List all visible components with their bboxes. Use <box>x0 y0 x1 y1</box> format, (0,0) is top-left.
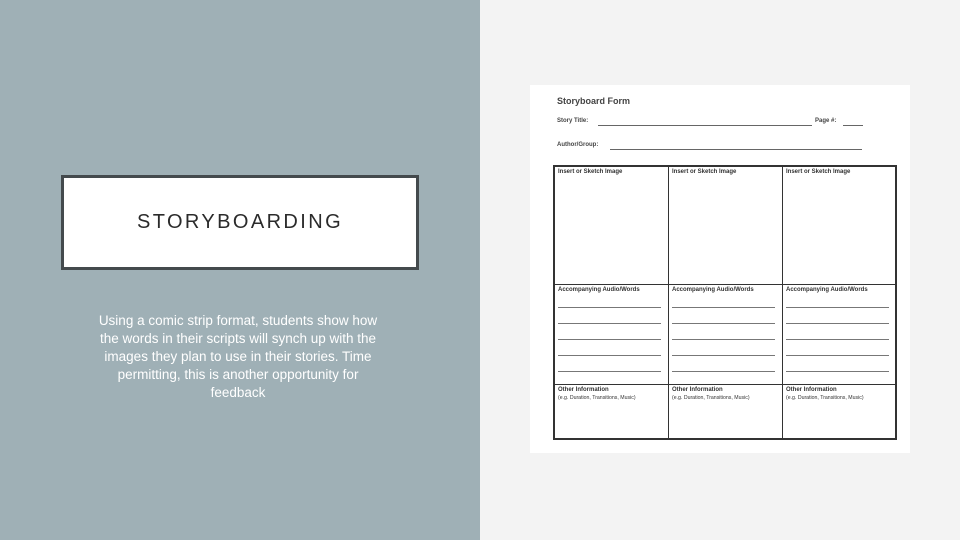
write-line <box>672 323 775 324</box>
write-line <box>786 339 889 340</box>
slide-body-text: Using a comic strip format, students show how the words in their scripts will synch up with the images they plan to use in their stories. Time permitting, this is another opportunity for feedback <box>98 313 378 400</box>
form-title: Storyboard Form <box>557 96 631 106</box>
story-title-label: Story Title: <box>557 118 589 124</box>
image-cell-label: Insert or Sketch Image <box>672 169 737 175</box>
author-line <box>610 149 862 150</box>
story-title-line <box>598 125 812 126</box>
author-label: Author/Group: <box>557 142 599 148</box>
storyboard-form-image <box>530 85 910 453</box>
write-line <box>672 307 775 308</box>
grid-divider <box>782 167 783 438</box>
slide-title: STORYBOARDING <box>136 211 344 233</box>
image-cell-label: Insert or Sketch Image <box>786 169 851 175</box>
write-line <box>672 371 775 372</box>
other-cell-label: Other Information <box>786 387 837 393</box>
write-line <box>786 371 889 372</box>
grid-divider <box>668 167 669 438</box>
write-line <box>786 355 889 356</box>
other-cell-sublabel: (e.g. Duration, Transitions, Music) <box>786 395 864 401</box>
write-line <box>558 323 661 324</box>
write-line <box>558 339 661 340</box>
audio-cell-label: Accompanying Audio/Words <box>672 287 754 293</box>
audio-cell-label: Accompanying Audio/Words <box>558 287 640 293</box>
other-cell-label: Other Information <box>672 387 723 393</box>
write-line <box>558 355 661 356</box>
audio-cell-label: Accompanying Audio/Words <box>786 287 868 293</box>
page-number-label: Page #: <box>815 118 837 124</box>
write-line <box>672 355 775 356</box>
image-cell-label: Insert or Sketch Image <box>558 169 623 175</box>
other-cell-sublabel: (e.g. Duration, Transitions, Music) <box>558 395 636 401</box>
other-cell-label: Other Information <box>558 387 609 393</box>
write-line <box>672 339 775 340</box>
write-line <box>786 323 889 324</box>
write-line <box>786 307 889 308</box>
grid-divider <box>555 284 895 285</box>
title-box <box>61 175 419 270</box>
write-line <box>558 371 661 372</box>
storyboard-grid <box>553 165 897 440</box>
other-cell-sublabel: (e.g. Duration, Transitions, Music) <box>672 395 750 401</box>
grid-divider <box>555 384 895 385</box>
page-number-line <box>843 125 863 126</box>
write-line <box>558 307 661 308</box>
